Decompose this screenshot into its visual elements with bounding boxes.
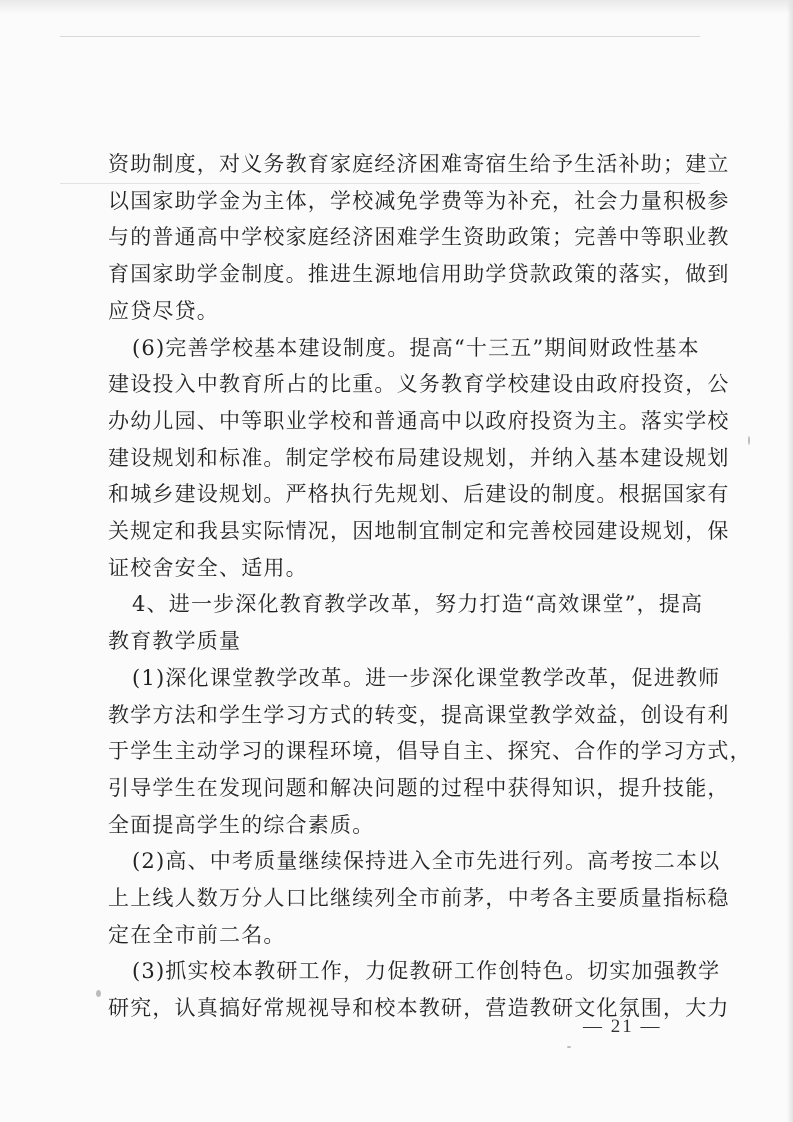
text-line: 办幼儿园、中等职业学校和普通高中以政府投资为主。落实学校 bbox=[108, 408, 730, 433]
text-line: 育国家助学金制度。推进生源地信用助学贷款政策的落实，做到 bbox=[108, 262, 730, 287]
scan-shadow-top bbox=[0, 0, 793, 14]
text-line: 证校舍安全、适用。 bbox=[108, 555, 308, 580]
text-line: 于学生主动学习的课程环境，倡导自主、探究、合作的学习方式， bbox=[108, 739, 752, 764]
text-line: 建设投入中教育所占的比重。义务教育学校建设由政府投资，公 bbox=[108, 372, 730, 397]
text-line: 建设规划和标准。制定学校布局建设规划，并纳入基本建设规划 bbox=[108, 445, 730, 470]
scan-artifact-line bbox=[60, 36, 700, 37]
paragraph-first-line: (6)完善学校基本建设制度。提高“十三五”期间财政性基本 bbox=[132, 335, 700, 360]
paragraph-first-line: (2)高、中考质量继续保持进入全市先进行列。高考按二本以 bbox=[132, 849, 721, 874]
section-heading-line: 教育教学质量 bbox=[108, 629, 242, 654]
text-line: 上上线人数万分人口比继续列全市前茅，中考各主要质量指标稳 bbox=[108, 886, 730, 911]
text-line: 以国家助学金为主体，学校减免学费等为补充，社会力量积极参 bbox=[108, 188, 730, 213]
scan-speck bbox=[567, 1046, 571, 1048]
scan-speck bbox=[748, 436, 750, 445]
body-text bbox=[108, 146, 752, 1027]
scan-speck bbox=[96, 990, 101, 997]
paragraph-first-line: (1)深化课堂教学改革。进一步深化课堂教学改革，促进教师 bbox=[132, 665, 721, 690]
text-line: 与的普通高中学校家庭经济困难学生资助政策；完善中等职业教 bbox=[108, 225, 730, 250]
page-number: — 21 — bbox=[583, 1016, 662, 1037]
text-line: 引导学生在发现问题和解决问题的过程中获得知识，提升技能， bbox=[108, 775, 730, 800]
text-line: 关规定和我县实际情况，因地制宜制定和完善校园建设规划，保 bbox=[108, 519, 730, 544]
text-line: 应贷尽贷。 bbox=[108, 298, 219, 323]
section-heading-line: 4、进一步深化教育教学改革，努力打造“高效课堂”，提高 bbox=[132, 592, 704, 617]
text-line: 和城乡建设规划。严格执行先规划、后建设的制度。根据国家有 bbox=[108, 482, 730, 507]
paragraph-first-line: (3)抓实校本教研工作，力促教研工作创特色。切实加强教学 bbox=[132, 959, 721, 984]
text-line: 资助制度，对义务教育家庭经济困难寄宿生给予生活补助；建立 bbox=[108, 152, 730, 176]
text-line: 研究，认真搞好常规视导和校本教研，营造教研文化氛围，大力 bbox=[108, 996, 730, 1021]
text-line: 全面提高学生的综合素质。 bbox=[108, 812, 375, 837]
scan-shadow-right bbox=[787, 0, 793, 1122]
text-line: 定在全市前二名。 bbox=[108, 922, 286, 947]
text-line: 教学方法和学生学习方式的转变，提高课堂教学效益，创设有利 bbox=[108, 702, 730, 727]
